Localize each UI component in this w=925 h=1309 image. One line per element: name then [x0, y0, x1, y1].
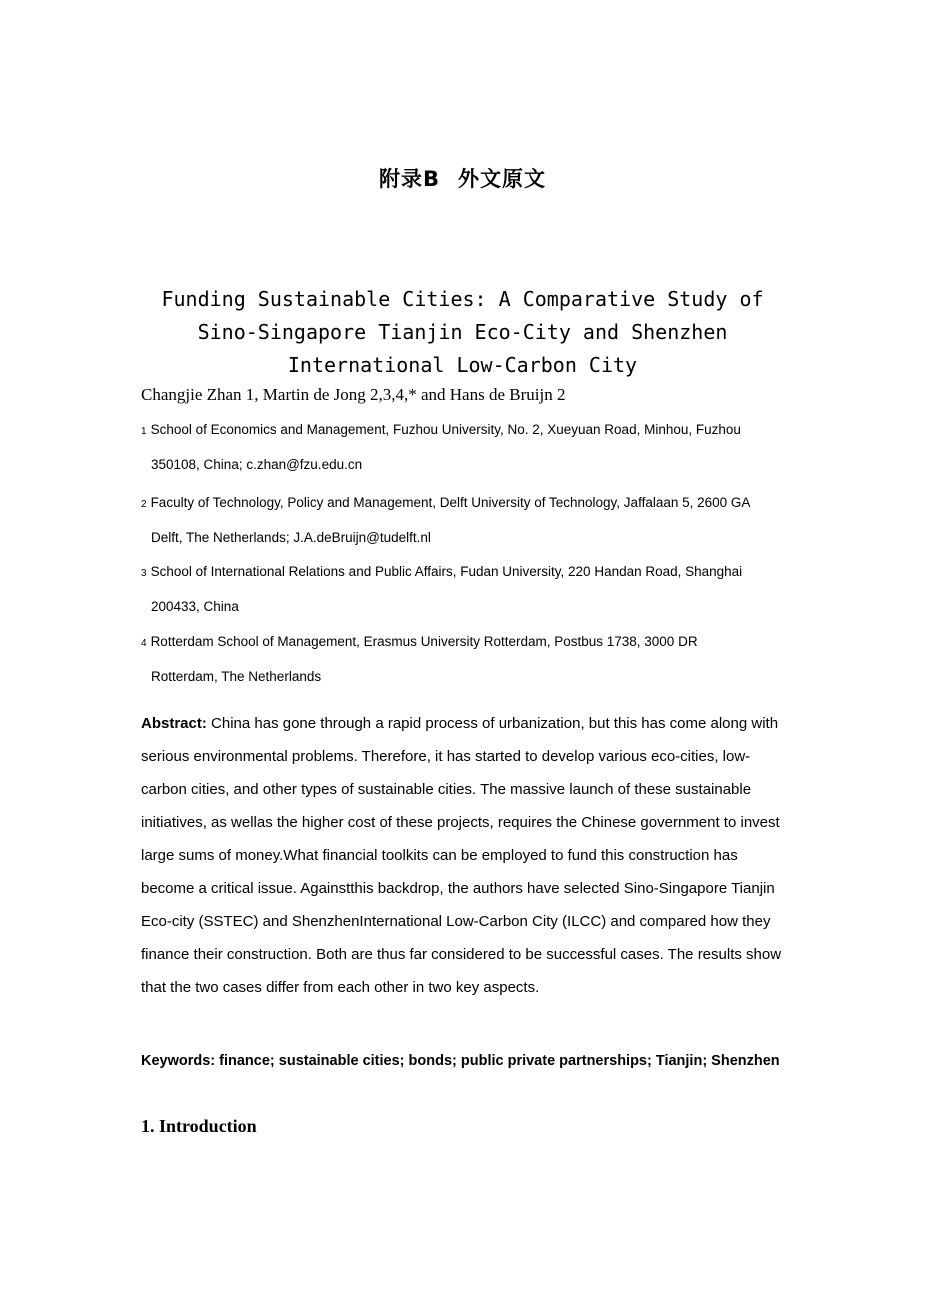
appendix-title [0, 163, 925, 193]
affiliation-2: 2 Faculty of Technology, Policy and Management, Delft University of Technology, Jaffalaan 5, 2600 GA Delft, The Netherlands; J.A.deBruijn@tudelft.nl [141, 495, 751, 545]
affiliation-1: 1 School of Economics and Management, Fuzhou University, No. 2, Xueyuan Road, Minhou, Fuzhou 350108, China; c.zhan@fzu.edu.cn [141, 422, 741, 472]
affiliation-3: 3 School of International Relations and Public Affairs, Fudan University, 220 Handan Road, Shanghai 200433, China [141, 564, 743, 614]
abstract [141, 707, 786, 1004]
affiliation-number: 3 [141, 568, 147, 579]
abstract-text: China has gone through a rapid process of urbanization, but this has come along with serious environmental problems. Therefore, it has started to develop various eco-cities, low-carbon cities, and other types of sustainable cities. The massive launch of these sustainable initiatives, as wellas the higher cost of these projects, requires the Chinese government to invest large sums of money.What financial toolkits can be employed to fund this construction has become a critical issue. Againstthis backdrop, the authors have selected Sino-Singapore Tianjin Eco-city (SSTEC) and ShenzhenInternational Low-Carbon City (ILCC) and compared how they finance their construction. Both are thus far considered to be successful cases. The results show that the two cases differ from each other in two key aspects. [141, 715, 782, 996]
author-list: Changjie Zhan 1, Martin de Jong 2,3,4,* and Hans de Bruijn 2 [141, 385, 566, 404]
appendix-label: 附录B [378, 167, 440, 191]
affiliation-number: 4 [141, 638, 147, 649]
abstract-label: Abstract: [141, 715, 207, 732]
keywords: Keywords: finance; sustainable cities; bonds; public private partnerships; Tianjin; Shenzhen [141, 1053, 780, 1069]
affiliation-number: 2 [141, 499, 147, 510]
affiliation-4: 4 Rotterdam School of Management, Erasmus University Rotterdam, Postbus 1738, 3000 DR Rotterdam, The Netherlands [141, 634, 698, 684]
affiliation-number: 1 [141, 426, 147, 437]
appendix-heading: 外文原文 [458, 167, 546, 191]
paper-title: Funding Sustainable Cities: A Comparative Study of Sino-Singapore Tianjin Eco-City and Shenzhen International Low-Carbon City [161, 287, 764, 377]
section-heading: 1. Introduction [141, 1116, 257, 1136]
